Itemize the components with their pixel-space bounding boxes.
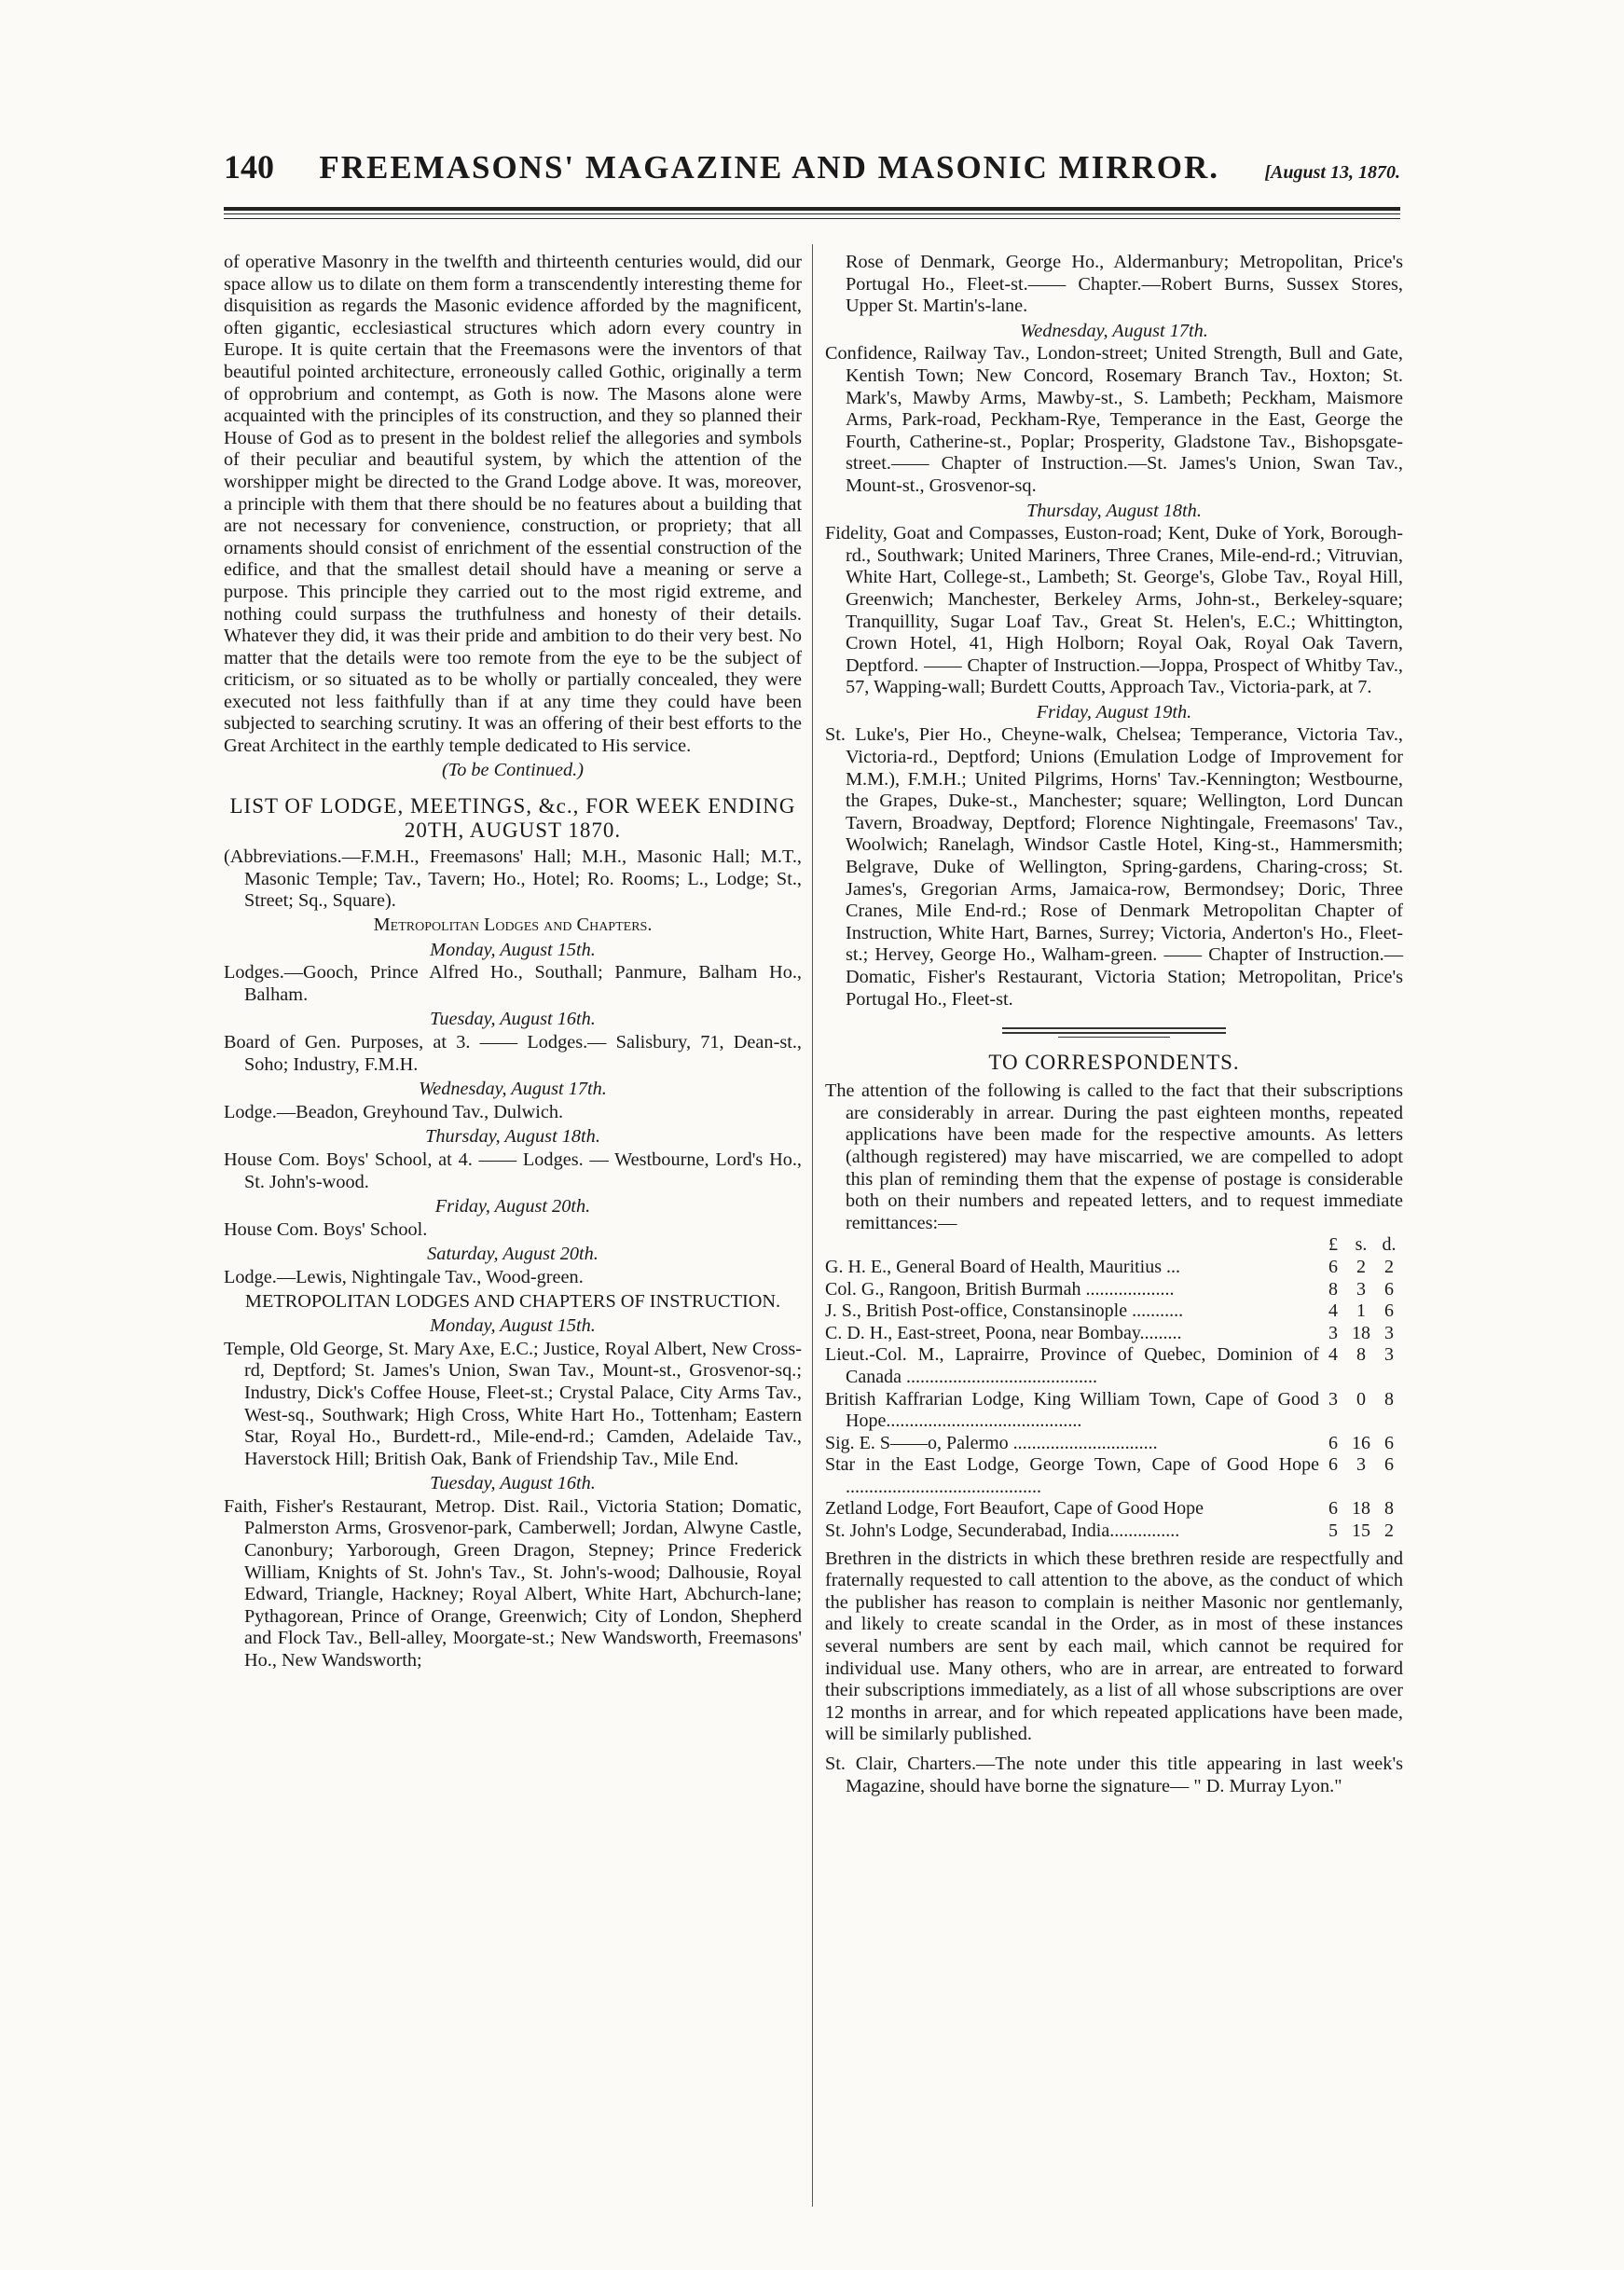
remittance-pounds: 6 — [1328, 1454, 1338, 1476]
meeting-entry: St. Luke's, Pier Ho., Cheyne-walk, Chelsea; Temperance, Victoria Tav., Victoria-rd., Deptford; Unions (Emulation Lodge of Improvement for M.M.), F.M.H.; United Pilgrims, Horns' Tav.-Kennington; Westbourne, the Grapes, Duke-st., Manchester; square; Wellington, Lord Duncan Tavern, Broadway, Deptford; Florence Nightingale, Freemasons' Tav., Woolwich; Ranelagh, Windsor Castle Hotel, King-st., Hammersmith; Belgrave, Duke of Wellington, Spring-gardens, Charing-cross; St. James's, Gregorian Arms, Jamaica-row, Bermondsey; Doric, Three Cranes, Mile End-rd.; Rose of Denmark Metropolitan Chapter of Instruction, White Hart, Barnes, Surrey; Victoria, Anderton's Ho., Fleet-st.; Hervey, George Ho., Walham-green. —— Chapter of Instruction.— Domatic, Fisher's Restaurant, Victoria Station; Metropolitan, Price's Portugal Ho., Fleet-st. — [825, 724, 1403, 1010]
issue-date: [August 13, 1870. — [1264, 162, 1400, 183]
remittance-row — [825, 1257, 1403, 1279]
metropolitan-heading: Metropolitan Lodges and Chapters. — [373, 915, 653, 936]
day-heading: Monday, August 15th. — [430, 1315, 596, 1337]
day-heading: Thursday, August 18th. — [1026, 500, 1202, 521]
remittance-table — [825, 1234, 1403, 1542]
remittance-row — [825, 1498, 1403, 1520]
remittance-pounds: 8 — [1328, 1278, 1338, 1300]
meeting-entry-continued: Rose of Denmark, George Ho., Aldermanbury; Metropolitan, Price's Portugal Ho., Fleet-st.—— Chapter.—Robert Burns, Sussex Stores, Upper St. Martin's-lane. — [846, 252, 1403, 317]
remittance-row — [825, 1323, 1403, 1345]
remittance-shillings: 2 — [1356, 1256, 1366, 1277]
remittance-pounds: 6 — [1328, 1432, 1338, 1453]
remittance-shillings: 3 — [1356, 1454, 1366, 1476]
right-column — [825, 252, 1403, 1797]
header-rule-thin-2 — [224, 218, 1400, 219]
meeting-entry: Fidelity, Goat and Compasses, Euston-road; Kent, Duke of York, Borough-rd., Southwark; United Mariners, Three Cranes, Mile-end-rd.; Vitruvian, White Hart, College-st., Lambeth; St. George's, Globe Tav., Royal Hill, Greenwich; Manchester, Berkeley Arms, John-st., Berkeley-square; Tranquillity, Sugar Loaf Tav., Great St. Helen's, E.C.; Whittington, Crown Hotel, 41, High Holborn; Royal Oak, Royal Oak Tavern, Deptford. —— Chapter of Instruction.—Joppa, Prospect of Whitby Tav., 57, Wapping-wall; Burdett Coutts, Approach Tav., Victoria-park, at 7. — [825, 523, 1403, 698]
remittance-name: C. D. H., East-street, Poona, near Bombay......... — [825, 1322, 1182, 1343]
day-heading: Thursday, August 18th. — [425, 1126, 600, 1148]
remittance-name: J. S., British Post-office, Constansinople ........... — [825, 1300, 1184, 1322]
day-heading: Monday, August 15th. — [430, 939, 596, 960]
day-heading: Tuesday, August 16th. — [430, 1473, 596, 1494]
pounds-header: £ — [1328, 1234, 1338, 1256]
st-clair-charters-note: St. Clair, Charters.—The note under this title appearing in last week's Magazine, should have borne the signature— " D. Murray Lyon." — [825, 1754, 1403, 1796]
remittance-row — [825, 1433, 1403, 1455]
remittance-pence: 3 — [1384, 1322, 1394, 1343]
remittance-pence: 2 — [1384, 1520, 1394, 1542]
remittance-row — [825, 1279, 1403, 1301]
shillings-header: s. — [1355, 1234, 1368, 1256]
header-rule-thick — [224, 207, 1400, 211]
remittance-row — [825, 1389, 1403, 1433]
meeting-entry: House Com. Boys' School, at 4. —— Lodges. — Westbourne, Lord's Ho., St. John's-wood. — [224, 1149, 802, 1192]
remittance-pounds: 3 — [1328, 1388, 1338, 1410]
publication-title: FREEMASONS' MAGAZINE AND MASONIC MIRROR. — [319, 149, 1220, 186]
remittance-shillings: 18 — [1352, 1322, 1370, 1343]
column-divider — [812, 244, 813, 2207]
day-heading: Friday, August 19th. — [1036, 701, 1192, 722]
remittance-header-row — [825, 1234, 1403, 1257]
remittance-pounds: 4 — [1328, 1344, 1338, 1366]
remittance-pence: 6 — [1384, 1454, 1394, 1476]
to-be-continued: (To be Continued.) — [442, 759, 584, 780]
remittance-pence: 2 — [1384, 1256, 1394, 1277]
remittance-pence: 6 — [1384, 1300, 1394, 1322]
remittance-pounds: 6 — [1328, 1498, 1338, 1520]
remittance-shillings: 1 — [1356, 1300, 1366, 1322]
day-heading: Saturday, August 20th. — [427, 1244, 599, 1265]
day-heading: Wednesday, August 17th. — [1020, 320, 1208, 341]
remittance-name: Sig. E. S——o, Palermo ............................... — [825, 1432, 1158, 1453]
remittance-pounds: 6 — [1328, 1256, 1338, 1277]
remittance-name: G. H. E., General Board of Health, Mauritius ... — [825, 1256, 1181, 1277]
remittance-shillings: 18 — [1352, 1498, 1370, 1520]
day-heading: Tuesday, August 16th. — [430, 1009, 596, 1030]
meeting-entry: Lodges.—Gooch, Prince Alfred Ho., Southall; Panmure, Balham Ho., Balham. — [224, 962, 802, 1005]
correspondents-title: TO CORRESPONDENTS. — [988, 1051, 1240, 1075]
meeting-entry: Confidence, Railway Tav., London-street; United Strength, Bull and Gate, Kentish Town; New Concord, Rosemary Branch Tav., Hoxton; St. Mark's, Mawby Arms, Mawby-st., S. Lambeth; Peckham, Maismore Arms, Park-road, Peckham-Rye, Temperance in the East, George the Fourth, Catherine-st., Poplar; Prosperity, Gladstone Tav., Bishopsgate-street.—— Chapter of Instruction.—St. James's Union, Swan Tav., Mount-st., Grosvenor-sq. — [825, 343, 1403, 496]
remittance-shillings: 0 — [1356, 1388, 1366, 1410]
remittance-shillings: 3 — [1356, 1278, 1366, 1300]
meeting-entry: Lodge.—Beadon, Greyhound Tav., Dulwich. — [224, 1101, 564, 1122]
remittance-pounds: 5 — [1328, 1520, 1338, 1542]
essay-paragraph: of operative Masonry in the twelfth and thirteenth centuries would, did our space allow us to dilate on them form a transcendently interesting theme for disquisition as regards the Masonic evidence afforded by the magnificent, often gigantic, ecclesiastical structures which adorn every country in Europe. It is quite certain that the Freemasons were the inventors of that beautiful pointed architecture, erroneously called Gothic, originally a term of opprobrium and contempt, as Goth is now. The Masons alone were acquainted with the principles of its construction, and they so planned their House of God as to present in the boldest relief the allegories and symbols of their peculiar and beautiful system, by which the attention of the worshipper might be directed to the Grand Lodge above. It was, moreover, a principle with them that there should be no features about a building that are not necessary for convenience, construction, or propriety; that all ornaments should consist of enrichment of the essential construction of the edifice, and that the smallest detail should have a meaning or serve a purpose. This principle they carried out to the most rigid extreme, and nothing could surpass the truthfulness and honesty of their details. Whatever they did, it was their pride and ambition to do their very best. No matter that the details were too remote from the eye to be the subject of criticism, or so situated as to be wholly or partially concealed, they were executed not less faithfully than if at any time they could have been subjected to searching scrutiny. It was an offering of their best efforts to the Great Architect in the earthly temple dedicated to His service. — [224, 252, 802, 757]
meeting-entry: House Com. Boys' School. — [224, 1218, 428, 1240]
meeting-entry: Lodge.—Lewis, Nightingale Tav., Wood-green. — [224, 1266, 584, 1287]
remittance-shillings: 8 — [1356, 1344, 1366, 1366]
meeting-entry: Faith, Fisher's Restaurant, Metrop. Dist. Rail., Victoria Station; Domatic, Palmerston Arms, Grosvenor-park, Camberwell; Jordan, Alwyne Castle, Canonbury; Yarborough, Green Dragon, Stepney; Prince Frederick William, Knights of St. John's Tav., St. John's-wood; Dalhousie, Royal Edward, Triangle, Hackney; Royal Albert, White Hart, Abchurch-lane; Pythagorean, Prince of Orange, Greenwich; City of London, Shepherd and Flock Tav., Bell-alley, Moorgate-st.; New Wandsworth, Freemasons' Ho., New Wandsworth; — [224, 1495, 802, 1672]
remittance-name: Zetland Lodge, Fort Beaufort, Cape of Good Hope — [825, 1498, 1204, 1520]
remittance-pence: 3 — [1384, 1344, 1394, 1366]
day-heading: Wednesday, August 17th. — [419, 1079, 607, 1100]
remittance-name: Col. G., Rangoon, British Burmah ................... — [825, 1278, 1175, 1300]
remittance-pounds: 4 — [1328, 1300, 1338, 1322]
header-rule-thin — [224, 213, 1400, 214]
left-column — [224, 252, 802, 1672]
meeting-entry: Temple, Old George, St. Mary Axe, E.C.; Justice, Royal Albert, New Cross-rd, Deptford; St. James's Union, Swan Tav., Mount-st., Grosvenor-sq.; Industry, Dick's Coffee House, Fleet-st.; Crystal Palace, City Arms Tav., West-sq., Southwark; High Cross, White Hart Ho., Tottenham; Eastern Star, Royal Ho., Burdett-rd., Mile-end-rd.; Camden, Adelaide Tav., Haverstock Hill; British Oak, Bank of Friendship Tav., Mile End. — [224, 1338, 802, 1469]
remittance-pence: 8 — [1384, 1388, 1394, 1410]
abbreviations: (Abbreviations.—F.M.H., Freemasons' Hall; M.H., Masonic Hall; M.T., Masonic Temple; Tav., Tavern; Ho., Hotel; Ro. Rooms; L., Lodge; St., Street; Sq., Square). — [224, 846, 802, 912]
meeting-entry: Board of Gen. Purposes, at 3. —— Lodges.— Salisbury, 71, Dean-st., Soho; Industry, F.M.H. — [224, 1032, 802, 1075]
remittance-name: Star in the East Lodge, George Town, Cape of Good Hope .......................................... — [825, 1454, 1319, 1497]
correspondents-intro: The attention of the following is called to the fact that their subscriptions are considerably in arrear. During the past eighteen months, repeated applications have been made for the respective amounts. As letters (although registered) may have miscarried, we are compelled to adopt this plan of reminding them that the expense of postage is considerable both on their numbers and repeated letters, and to request immediate remittances:— — [825, 1080, 1403, 1233]
remittance-row — [825, 1454, 1403, 1498]
remittance-pence: 6 — [1384, 1432, 1394, 1453]
page-number: 140 — [224, 148, 274, 186]
day-heading: Friday, August 20th. — [434, 1196, 591, 1218]
remittance-pounds: 3 — [1328, 1322, 1338, 1343]
remittance-name: Lieut.-Col. M., Laprairre, Province of Quebec, Dominion of Canada ......................................... — [825, 1344, 1319, 1387]
meetings-list-title: LIST OF LODGE, MEETINGS, &c., FOR WEEK ENDING 20TH, AUGUST 1870. — [229, 794, 796, 843]
instruction-heading: METROPOLITAN LODGES AND CHAPTERS OF INSTRUCTION. — [244, 1290, 781, 1312]
pence-header: d. — [1382, 1234, 1397, 1256]
remittance-row — [825, 1300, 1403, 1323]
correspondents-body: Brethren in the districts in which these brethren reside are respectfully and fraternally requested to call attention to the above, as the conduct of which the publisher has reason to complain is neither Masonic nor gentlemanly, and likely to create scandal in the Order, as in most of these instances several numbers are sent by each mail, which cannot be required for individual use. Many others, who are in arrear, are entreated to forward their subscriptions immediately, as a list of all whose subscriptions are over 12 months in arrear, and for which repeated applications have been made, will be similarly published. — [825, 1548, 1403, 1745]
remittance-row — [825, 1344, 1403, 1388]
remittance-shillings: 16 — [1352, 1432, 1370, 1453]
remittance-pence: 6 — [1384, 1278, 1394, 1300]
remittance-pence: 8 — [1384, 1498, 1394, 1520]
page-header — [224, 147, 1400, 203]
remittance-row — [825, 1520, 1403, 1543]
section-separator — [1002, 1027, 1226, 1038]
remittance-shillings: 15 — [1352, 1520, 1370, 1542]
remittance-name: British Kaffrarian Lodge, King William Town, Cape of Good Hope.......................................... — [825, 1388, 1319, 1432]
remittance-name: St. John's Lodge, Secunderabad, India............... — [825, 1520, 1180, 1542]
